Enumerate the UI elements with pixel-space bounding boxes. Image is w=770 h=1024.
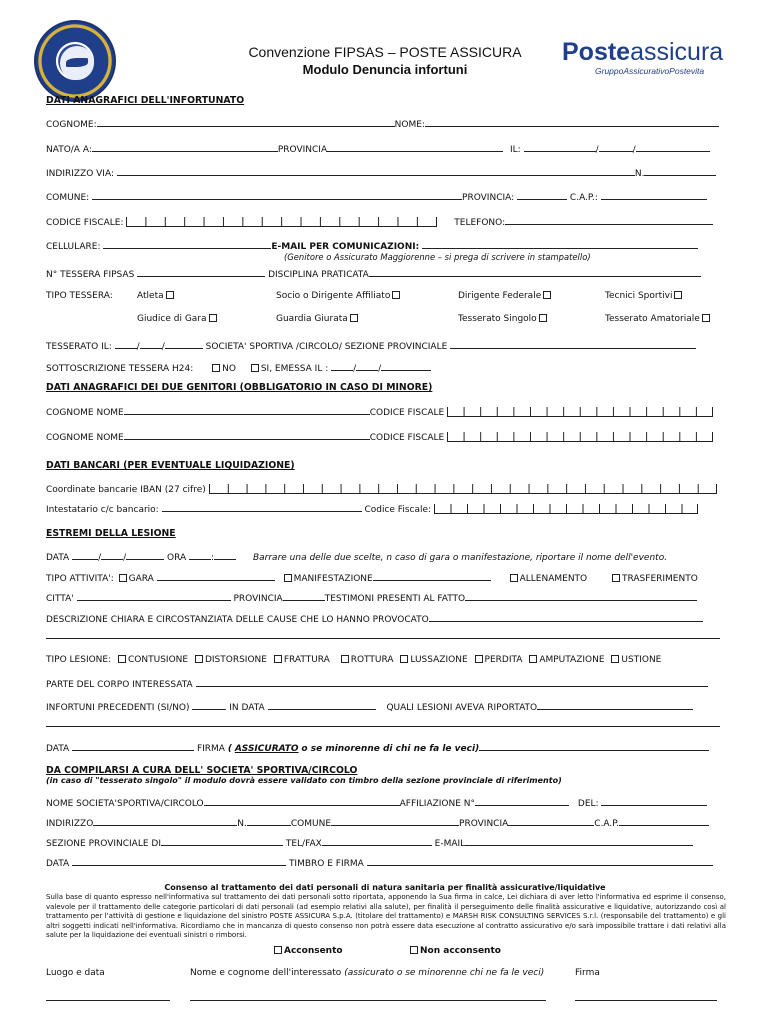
row-nascita: NATO/A A: PROVINCIA IL: / / (46, 143, 710, 155)
checkbox-rottura[interactable] (341, 655, 349, 663)
descrizione-line-2[interactable] (46, 630, 720, 642)
tessera-field[interactable] (137, 268, 265, 277)
row-sezione: SEZIONE PROVINCIALE DI TEL/FAX E-MAIL (46, 837, 693, 849)
checkbox-tecnici[interactable] (674, 291, 682, 299)
lesione-year-field[interactable] (126, 551, 164, 560)
affiliazione-del-field[interactable] (601, 797, 707, 806)
opt-atleta[interactable]: Atleta (137, 291, 176, 301)
firma-field[interactable] (479, 742, 709, 751)
checkbox-acconsento[interactable] (274, 946, 282, 954)
sezione-field[interactable] (161, 837, 283, 846)
birth-day-field[interactable] (524, 143, 596, 152)
birth-month-field[interactable] (599, 143, 633, 152)
consent-body: Sulla base di quanto espresso nell'informativa sul trattamento dei dati personali sotto riportata, apponendo la Sua firma in calce, Lei dichiara di aver letto l'informativa ed esprime il consenso, valevole per il trattamento delle categorie particolari di dati personali (ad esempio relativi alla salute), per finalità il perseguimento delle finalità assicurative e liquidative, autorizzando così al trattamento per l'attività di gestione e liquidazione del sinistro POSTE ASSICURA S.p.A. (titolare del trattamento) e MARSH RISK CONSULTING SERVICES S.r.l. (responsabile del trattamento) e gli altri soggetti indicati nell'informativa. Ricordiamo che in mancanza di questo consenso non potrà essere data esecuzione al contratto assicurativo e/o sarà impossibile trattare i dati relativi alla salute per la liquidazione dei eventuali sinistri o rimborsi. (46, 893, 726, 940)
checkbox-perdita[interactable] (475, 655, 483, 663)
nome-societa-field[interactable] (204, 797, 400, 806)
firma-consenso-field[interactable] (575, 992, 717, 1004)
parte-corpo-field[interactable] (196, 678, 708, 687)
row-data-ora: DATA / / ORA : Barrare una delle due scelte, n caso di gara o manifestazione, riportare il nome dell'evento. (46, 553, 668, 563)
tesserato-day-field[interactable] (115, 340, 137, 349)
row-descrizione: DESCRIZIONE CHIARA E CIRCOSTANZIATA DELLE CAUSE CHE LO HANNO PROVOCATO (46, 613, 703, 625)
section-title-genitori: DATI ANAGRAFICI DEI DUE GENITORI (OBBLIGATORIO IN CASO DI MINORE) (46, 382, 433, 393)
row-tipo-attivita: TIPO ATTIVITA': GARA MANIFESTAZIONE ALLENAMENTO TRASFERIMENTO (46, 574, 698, 584)
h24-month-field[interactable] (356, 362, 378, 371)
form-title: Convenzione FIPSAS – POSTE ASSICURA (248, 44, 522, 60)
intestatario-cf-cells[interactable] (434, 504, 698, 514)
row-data-firma: DATA FIRMA ( ASSICURATO o se minorenne di chi ne fa le veci) (46, 742, 709, 754)
nato-field[interactable] (92, 143, 278, 152)
genitore1-cf-cells[interactable] (447, 407, 713, 417)
section-title-infortunato: DATI ANAGRAFICI DELL'INFORTUNATO (46, 95, 245, 106)
checkbox-frattura[interactable] (274, 655, 282, 663)
tipo-tessera-label: TIPO TESSERA: (46, 291, 113, 301)
row-iban: Coordinate bancarie IBAN (27 cifre) (46, 484, 717, 495)
row-tesserato-il: TESSERATO IL: / / SOCIETA' SPORTIVA /CIRCOLO/ SEZIONE PROVINCIALE (46, 340, 696, 352)
h24-day-field[interactable] (331, 362, 353, 371)
nome-interessato-label: Nome e cognome dell'interessato (assicurato o se minorenne chi ne fa le veci) (190, 968, 545, 978)
ora-mm-field[interactable] (214, 551, 236, 560)
luogo-data-field[interactable] (46, 992, 170, 1004)
disciplina-field[interactable] (369, 268, 701, 277)
societa-data-field[interactable] (72, 857, 286, 866)
firma-data-field[interactable] (72, 742, 194, 751)
timbro-field[interactable] (367, 857, 713, 866)
societa-civico-field[interactable] (247, 817, 291, 826)
manifestazione-field[interactable] (373, 572, 491, 581)
row-precedenti: INFORTUNI PRECEDENTI (SI/NO) IN DATA QUALI LESIONI AVEVA RIPORTATO (46, 701, 693, 713)
row-societa-indirizzo: INDIRIZZO N. COMUNE PROVINCIA C.A.P. (46, 817, 709, 829)
checkbox-h24-si[interactable] (251, 364, 259, 372)
precedenti-line-2[interactable] (46, 718, 720, 730)
row-cellulare-email: CELLULARE: E-MAIL PER COMUNICAZIONI: (46, 240, 698, 252)
fipsas-seal-logo (34, 20, 116, 102)
checkbox-amatoriale[interactable] (702, 314, 710, 322)
checkbox-lussazione[interactable] (400, 655, 408, 663)
opt-amatoriale[interactable]: Tesserato Amatoriale (605, 314, 712, 324)
posteassicura-logo: Posteassicura (562, 38, 724, 66)
opt-socio[interactable]: Socio o Dirigente Affiliato (276, 291, 402, 301)
checkbox-non-acconsento[interactable] (410, 946, 418, 954)
checkbox-socio[interactable] (392, 291, 400, 299)
form-subtitle: Modulo Denuncia infortuni (302, 62, 468, 77)
precedenti-field[interactable] (192, 701, 226, 710)
checkbox-contusione[interactable] (118, 655, 126, 663)
h24-year-field[interactable] (381, 362, 431, 371)
iban-cells[interactable] (209, 484, 717, 494)
checkbox-singolo[interactable] (539, 314, 547, 322)
provincia-field[interactable] (517, 191, 567, 200)
row-timbro: DATA TIMBRO E FIRMA (46, 857, 713, 869)
checkbox-guardia[interactable] (350, 314, 358, 322)
nome-field[interactable] (425, 118, 719, 127)
telfax-field[interactable] (322, 837, 432, 846)
checkbox-gara[interactable] (119, 574, 127, 582)
opt-dirigente[interactable]: Dirigente Federale (458, 291, 553, 301)
checkbox-h24-no[interactable] (212, 364, 220, 372)
cap-field[interactable] (601, 191, 707, 200)
societa-field[interactable] (450, 340, 696, 349)
checkbox-ustione[interactable] (611, 655, 619, 663)
genitore2-nome-field[interactable] (124, 431, 370, 440)
comune-field[interactable] (92, 191, 462, 200)
row-cf-telefono: CODICE FISCALE: TELEFONO: (46, 216, 713, 228)
tesserato-year-field[interactable] (165, 340, 203, 349)
row-comune: COMUNE: PROVINCIA: C.A.P.: (46, 191, 707, 203)
row-sottoscrizione: SOTTOSCRIZIONE TESSERA H24: NO SI, EMESSA IL : / / (46, 362, 431, 374)
indirizzo-field[interactable] (117, 167, 635, 176)
genitore1-nome-field[interactable] (124, 406, 370, 415)
posteassicura-logo-sub: GruppoAssicurativoPostevita (595, 66, 705, 76)
citta-field[interactable] (77, 592, 231, 601)
checkbox-atleta[interactable] (166, 291, 174, 299)
section-title-societa: DA COMPILARSI A CURA DELL' SOCIETA' SPORTIVA/CIRCOLO (46, 765, 358, 776)
checkbox-distorsione[interactable] (195, 655, 203, 663)
firma-label: Firma (575, 968, 600, 978)
checkbox-manifestazione[interactable] (284, 574, 292, 582)
row-parte-corpo: PARTE DEL CORPO INTERESSATA (46, 678, 708, 690)
checkbox-giudice[interactable] (209, 314, 217, 322)
societa-indirizzo-field[interactable] (93, 817, 237, 826)
telefono-field[interactable] (505, 216, 713, 225)
row-intestatario: Intestatario c/c bancario: Codice Fiscale: (46, 503, 698, 515)
opt-giudice[interactable]: Giudice di Gara (137, 314, 219, 324)
lesione-provincia-field[interactable] (283, 592, 325, 601)
row-genitore-2: COGNOME NOME CODICE FISCALE (46, 431, 713, 443)
consent-title: Consenso al trattamento dei dati personali di natura sanitaria per finalità assicurative/liquidative (164, 883, 606, 892)
checkbox-trasferimento[interactable] (612, 574, 620, 582)
row-indirizzo: INDIRIZZO VIA: N. (46, 167, 716, 179)
luogo-data-label: Luogo e data (46, 968, 105, 978)
cognome-field[interactable] (97, 118, 395, 127)
opt-singolo[interactable]: Tesserato Singolo (458, 314, 549, 324)
affiliazione-field[interactable] (475, 797, 569, 806)
cellulare-field[interactable] (103, 240, 271, 249)
section-title-bancari: DATI BANCARI (PER EVENTUALE LIQUIDAZIONE) (46, 460, 295, 471)
codice-fiscale-cells[interactable] (126, 217, 437, 227)
lesione-month-field[interactable] (101, 551, 123, 560)
nome-interessato-field[interactable] (190, 992, 546, 1004)
email-field[interactable] (422, 240, 698, 249)
birth-year-field[interactable] (636, 143, 710, 152)
email-note: (Genitore o Assicurato Maggiorenne – si prega di scrivere in stampatello) (284, 252, 591, 262)
societa-cap-field[interactable] (619, 817, 709, 826)
opt-acconsento[interactable]: Acconsento (272, 946, 343, 956)
civico-field[interactable] (644, 167, 716, 176)
societa-provincia-field[interactable] (508, 817, 594, 826)
row-tessera: N° TESSERA FIPSAS DISCIPLINA PRATICATA (46, 268, 701, 280)
row-genitore-1: COGNOME NOME CODICE FISCALE (46, 406, 713, 418)
section-title-lesione: ESTREMI DELLA LESIONE (46, 528, 176, 539)
genitore2-cf-cells[interactable] (447, 432, 713, 442)
row-tipo-lesione: TIPO LESIONE: CONTUSIONE DISTORSIONE FRATTURA ROTTURA LUSSAZIONE PERDITA AMPUTAZIONE USTIONE (46, 655, 662, 665)
opt-tecnici[interactable]: Tecnici Sportivi (605, 291, 684, 301)
quali-lesioni-field[interactable] (537, 701, 693, 710)
descrizione-field[interactable] (429, 613, 703, 622)
tesserato-month-field[interactable] (140, 340, 162, 349)
testimoni-field[interactable] (465, 592, 697, 601)
checkbox-allenamento[interactable] (510, 574, 518, 582)
opt-guardia[interactable]: Guardia Giurata (276, 314, 360, 324)
row-nome-societa: NOME SOCIETA'SPORTIVA/CIRCOLO AFFILIAZIONE N° DEL: (46, 797, 707, 809)
intestatario-field[interactable] (162, 503, 362, 512)
checkbox-amputazione[interactable] (529, 655, 537, 663)
precedenti-data-field[interactable] (268, 701, 376, 710)
provincia-nascita-field[interactable] (327, 143, 503, 152)
opt-non-acconsento[interactable]: Non acconsento (408, 946, 501, 956)
row-citta: CITTA' PROVINCIA TESTIMONI PRESENTI AL FATTO (46, 592, 697, 604)
lesione-day-field[interactable] (72, 551, 98, 560)
ora-hh-field[interactable] (189, 551, 211, 560)
societa-comune-field[interactable] (331, 817, 459, 826)
societa-email-field[interactable] (465, 837, 693, 846)
gara-field[interactable] (157, 572, 275, 581)
row-cognome-nome: COGNOME: NOME: (46, 118, 719, 130)
societa-note: (in caso di "tesserato singolo" il modulo dovrà essere validato con timbro della sezione provinciale di riferimento) (46, 776, 562, 785)
checkbox-dirigente[interactable] (543, 291, 551, 299)
